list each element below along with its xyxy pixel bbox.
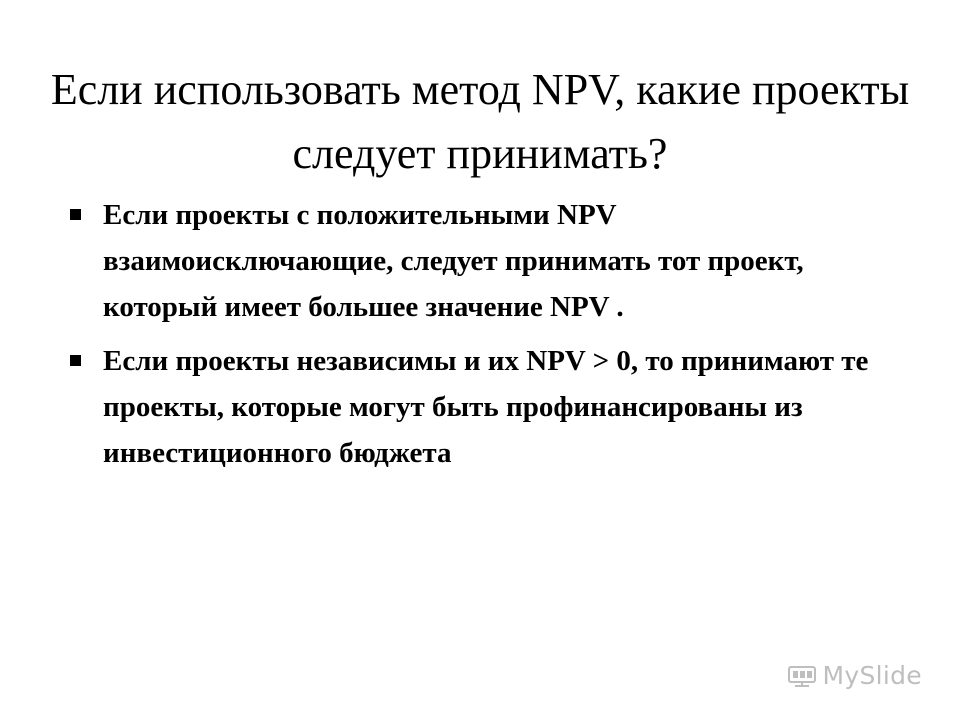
square-bullet-icon xyxy=(70,209,81,220)
bullet-item xyxy=(70,192,910,330)
square-bullet-icon xyxy=(70,355,81,366)
bullet-item xyxy=(70,338,910,476)
bullet-text: Если проекты с положительными NPV взаимоисключающие, следует принимать тот проект, который имеет большее значение NPV . xyxy=(103,199,804,323)
bullet-list xyxy=(70,192,910,476)
watermark-text: MySlide xyxy=(822,661,922,690)
myslide-logo-icon xyxy=(787,664,817,688)
bullet-text: Если проекты независимы и их NPV > 0, то принимают те проекты, которые могут быть профинансированы из инвестиционного бюджета xyxy=(103,345,869,469)
slide-title: Если использовать метод NPV, какие проекты следует принимать? xyxy=(50,65,910,178)
watermark xyxy=(787,661,922,690)
